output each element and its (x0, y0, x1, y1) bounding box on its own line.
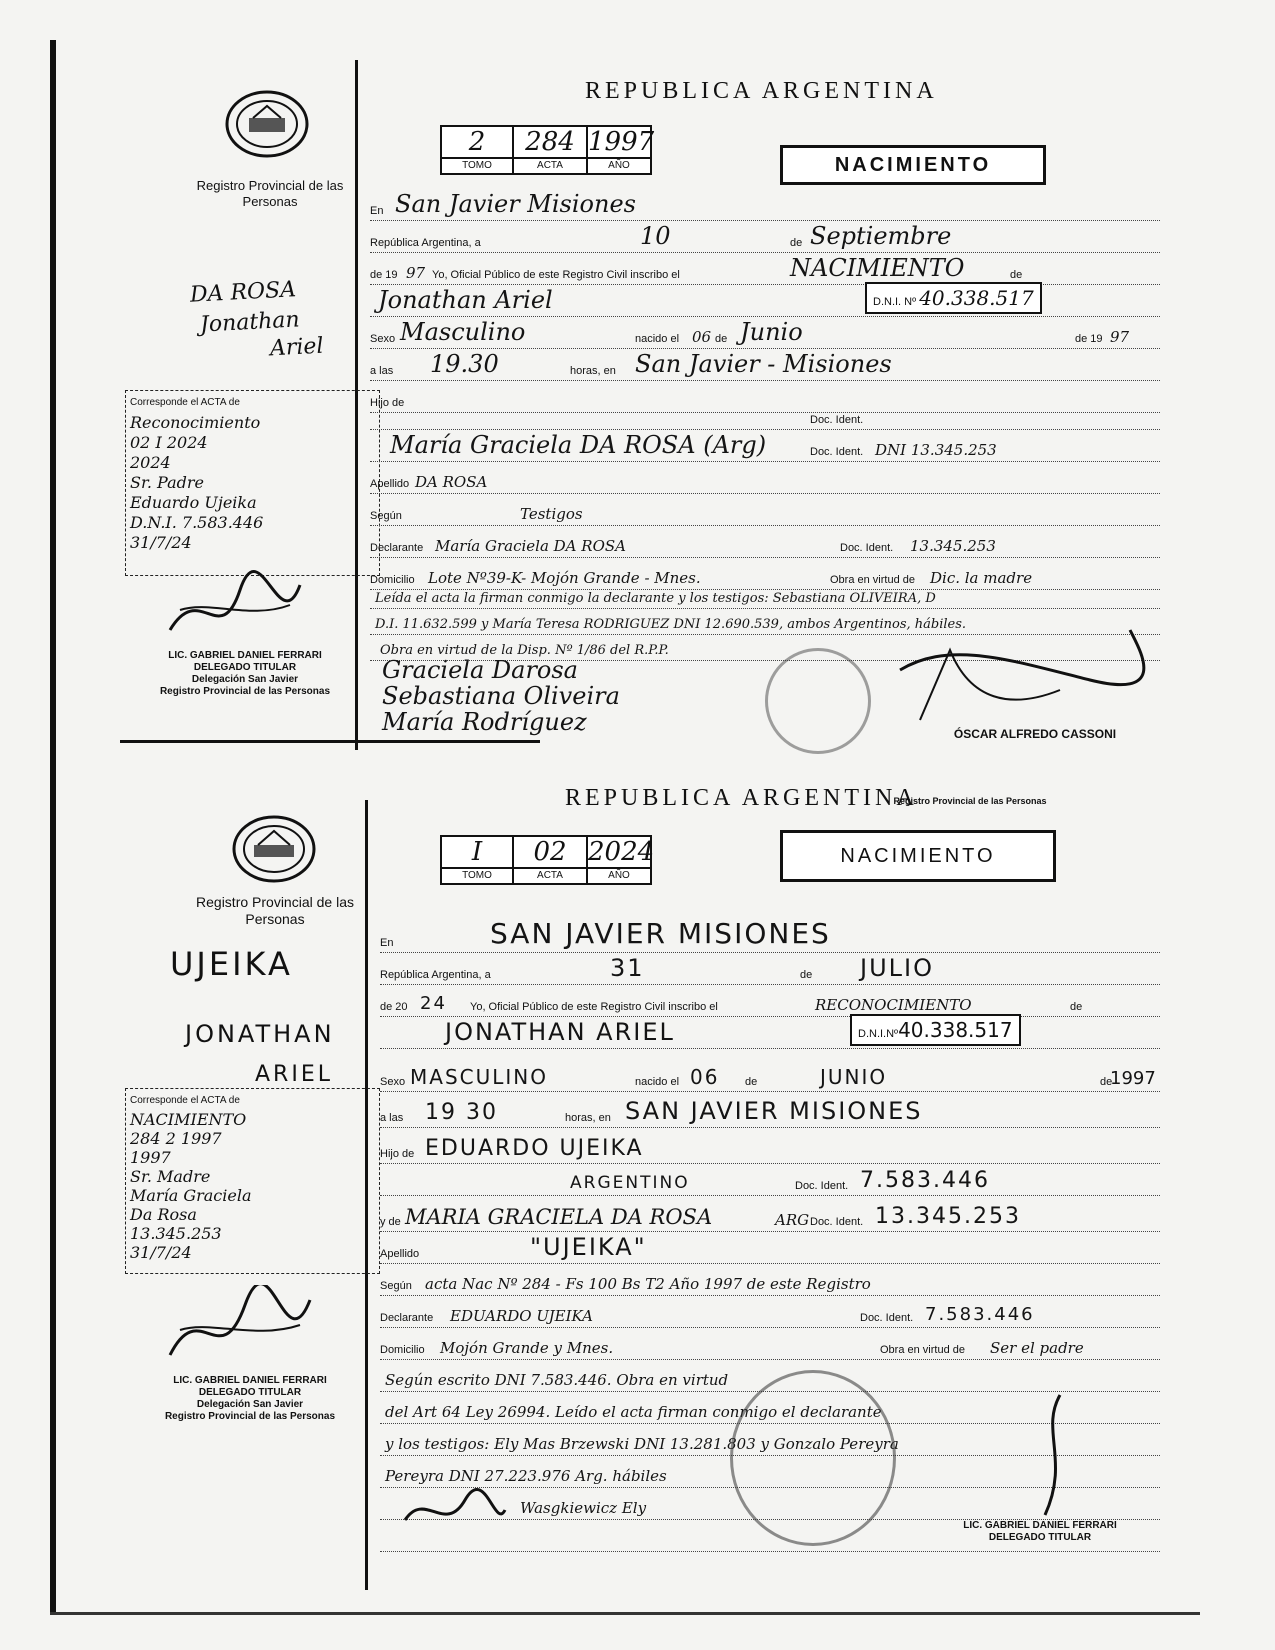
field-label: nacido el (635, 1076, 680, 1088)
field-hijo (380, 1127, 1160, 1164)
tomo-label: TOMO (442, 867, 512, 883)
field-value: San Javier Misiones (395, 190, 636, 218)
delegado-stamp (130, 650, 360, 698)
margin-annotation (125, 1088, 380, 1274)
field-label: Hijo de (380, 1148, 415, 1160)
field-label: de 19 (1075, 333, 1103, 345)
field-value: Dic. la madre (930, 569, 1033, 587)
field-label: de (1100, 1076, 1113, 1088)
firma-text: Wasgkiewicz Ely (520, 1499, 647, 1517)
field-declarante (370, 525, 1160, 558)
field-label: En (370, 205, 384, 217)
field-label: nacido el (635, 333, 680, 345)
field-value: RECONOCIMIENTO (815, 996, 972, 1014)
field-value: Testigos (520, 505, 583, 523)
field-value: 24 (420, 993, 447, 1014)
field-value: María Graciela DA ROSA (Arg) (390, 431, 767, 459)
nota-text: y los testigos: Ely Mas Brzewski DNI 13.281.803 y Gonzalo Pereyra (385, 1435, 899, 1453)
margin-line: Sr. Madre (130, 1167, 211, 1186)
field-value: EDUARDO UJEIKA (425, 1136, 644, 1161)
field-label: Yo, Oficial Público de este Registro Civil inscribo el (432, 269, 680, 281)
birth-certificate-2024 (120, 785, 1160, 1590)
signature (890, 620, 1150, 735)
acta-cell (514, 127, 588, 173)
margin-line: NACIMIENTO (130, 1110, 247, 1129)
stamp-line: LIC. GABRIEL DANIEL FERRARI (173, 1375, 327, 1386)
tomo-acta-box (440, 835, 655, 885)
stamp-line: Registro Provincial de las Personas (164, 1411, 336, 1422)
field-label: República Argentina, a (380, 969, 491, 981)
field-label: En (380, 937, 394, 949)
field-value: 06 (692, 328, 712, 346)
field-padre-doc (380, 1163, 1160, 1196)
field-value: SAN JAVIER MISIONES (625, 1097, 923, 1125)
field-value: María Graciela DA ROSA (435, 537, 626, 555)
field-value: Mojón Grande y Mnes. (440, 1339, 614, 1357)
field-value: EDUARDO UJEIKA (450, 1307, 593, 1325)
field-value: 1997 (1110, 1068, 1156, 1089)
field-lugar (380, 912, 1160, 953)
field-value: ARG (775, 1211, 810, 1229)
top-stamp: Registro Provincial de las Personas (893, 796, 1047, 806)
field-label: a las (370, 365, 394, 377)
field-value: MARIA GRACIELA DA ROSA (405, 1205, 713, 1229)
field-segun (370, 493, 1160, 526)
field-hora (370, 348, 1160, 381)
field-value: DNI 13.345.253 (875, 441, 997, 459)
field-label: Según (380, 1280, 412, 1292)
field-lugar (370, 188, 1160, 221)
field-madre (380, 1195, 1160, 1232)
registro-label: Registro Provincial de las Personas (196, 894, 354, 927)
field-value: ARGENTINO (570, 1173, 690, 1193)
field-inscribo (380, 984, 1160, 1017)
side-nombre-1: JONATHAN (185, 1020, 335, 1048)
field-hora (380, 1091, 1160, 1128)
field-label: horas, en (565, 1112, 611, 1124)
field-value: Septiembre (810, 222, 952, 250)
anio-label: AÑO (588, 867, 650, 883)
dni-label: D.N.I.Nº (858, 1028, 899, 1040)
nota-text: Pereyra DNI 27.223.976 Arg. hábiles (385, 1467, 667, 1485)
field-sexo (380, 1055, 1160, 1092)
header-title: REPUBLICA ARGENTINA (565, 785, 918, 811)
dni-box (850, 1014, 1021, 1046)
field-label: Doc. Ident. (810, 414, 864, 426)
field-value: 97 (1110, 328, 1130, 346)
field-label: Obra en virtud de (880, 1344, 965, 1356)
margin-line: 31/7/24 (130, 533, 192, 552)
margin-line: 31/7/24 (130, 1243, 192, 1262)
anio-value: 2024 (588, 837, 655, 867)
field-label: y de (380, 1216, 401, 1228)
tipo-acta-box: NACIMIENTO (780, 145, 1046, 185)
field-label: de (1010, 269, 1023, 281)
margin-label: Corresponde el ACTA de (130, 1095, 240, 1106)
field-value: 97 (406, 264, 426, 282)
header-title: REPUBLICA ARGENTINA (585, 78, 938, 104)
tomo-acta-box (440, 125, 655, 175)
nota-text: Leída el acta la firman conmigo la declarante y los testigos: Sebastiana OLIVEIRA, D (375, 591, 936, 606)
field-value: Masculino (400, 318, 526, 346)
acta-label: ACTA (514, 157, 586, 173)
registro-label: Registro Provincial de las Personas (196, 178, 344, 209)
field-sexo (370, 316, 1160, 349)
side-nombre-2: ARIEL (255, 1062, 333, 1087)
tomo-label: TOMO (442, 157, 512, 173)
field-value: JUNIO (820, 1065, 888, 1089)
field-label: Doc. Ident. (840, 542, 894, 554)
margin-label: Corresponde el ACTA de (130, 397, 240, 408)
field-madre (370, 429, 1160, 462)
delegado-stamp (135, 1375, 365, 1423)
margin-line: 2024 (130, 453, 171, 472)
anio-cell (588, 837, 655, 883)
tomo-value: I (471, 837, 483, 867)
stamp-line: DELEGADO TITULAR (198, 1387, 302, 1398)
field-value: MASCULINO (410, 1065, 548, 1089)
nota-text: del Art 64 Ley 26994. Leído el acta firman conmigo el declarante (385, 1403, 882, 1421)
field-nombre (370, 284, 1160, 317)
margin-annotation (125, 390, 380, 576)
field-value: JONATHAN ARIEL (445, 1018, 675, 1046)
field-label: Yo, Oficial Público de este Registro Civil inscribo el (470, 1001, 718, 1013)
field-label: Hijo de (370, 397, 405, 409)
field-inscribo (370, 252, 1160, 285)
field-label: Sexo (380, 1076, 406, 1088)
field-value: San Javier - Misiones (635, 350, 892, 378)
field-label: de (745, 1076, 758, 1088)
firma-text: María Rodríguez (382, 708, 587, 736)
stamp-line: Delegación San Javier (196, 1399, 304, 1410)
stamp-line: Delegación San Javier (191, 674, 299, 685)
field-value: SAN JAVIER MISIONES (490, 917, 831, 950)
field-padre-doc (370, 405, 1160, 430)
field-label: de 20 (380, 1001, 408, 1013)
field-label: Declarante (370, 542, 424, 554)
side-nombre-2: Ariel (269, 333, 325, 362)
acta-value: 02 (533, 837, 567, 867)
field-fecha (370, 220, 1160, 253)
field-domicilio (380, 1327, 1160, 1360)
field-value: 13.345.253 (875, 1204, 1021, 1229)
tomo-cell (442, 127, 514, 173)
margin-line: D.N.I. 7.583.446 (130, 513, 264, 532)
field-value: acta Nac Nº 284 - Fs 100 Bs T2 Año 1997 de este Registro (425, 1275, 871, 1293)
field-label: de 19 (370, 269, 398, 281)
separator (120, 740, 540, 743)
tomo-value: 2 (468, 127, 486, 157)
field-label: horas, en (570, 365, 616, 377)
dni-value: 40.338.517 (919, 286, 1034, 310)
margin-line: Reconocimiento (130, 413, 261, 432)
signature (400, 1480, 510, 1545)
margin-line: Da Rosa (130, 1205, 197, 1224)
stamp-line: LIC. GABRIEL DANIEL FERRARI (168, 650, 322, 661)
dni-box (865, 282, 1042, 314)
anio-value: 1997 (588, 127, 655, 157)
official-seal-icon (765, 648, 871, 754)
margin-line: 1997 (130, 1148, 171, 1167)
signature (160, 1285, 320, 1380)
field-value: 10 (640, 222, 671, 250)
side-nombre-1: Jonathan (199, 307, 301, 338)
tipo-acta-box: NACIMIENTO (780, 830, 1056, 882)
field-value: 19 30 (425, 1100, 498, 1125)
field-apellido (370, 461, 1160, 494)
acta-body (370, 60, 1160, 750)
field-label: a las (380, 1112, 404, 1124)
margin-line: María Graciela (130, 1186, 252, 1205)
field-apellido (380, 1231, 1160, 1264)
dni-value: 40.338.517 (898, 1018, 1013, 1042)
dni-label: D.N.I. Nº (873, 296, 917, 308)
signature (160, 570, 310, 655)
field-value: DA ROSA (415, 473, 488, 491)
field-label: Doc. Ident. (795, 1180, 849, 1192)
birth-certificate-1997 (120, 60, 1160, 750)
field-value: Lote Nº39-K- Mojón Grande - Mnes. (428, 569, 701, 587)
acta-body (380, 785, 1160, 1590)
field-label: Doc. Ident. (810, 446, 864, 458)
acta-label: ACTA (514, 867, 586, 883)
margin-line: Sr. Padre (130, 473, 204, 492)
field-value: Jonathan Ariel (378, 286, 553, 314)
delegado-stamp-right (945, 1520, 1135, 1544)
field-label: Apellido (380, 1248, 420, 1260)
field-value: 7.583.446 (860, 1168, 990, 1193)
field-value: "UJEIKA" (530, 1233, 647, 1261)
field-nombre (380, 1016, 1160, 1049)
field-value: 13.345.253 (910, 537, 996, 555)
field-fecha (380, 952, 1160, 985)
margin-line: 284 2 1997 (130, 1129, 222, 1148)
acta-cell (514, 837, 588, 883)
margin-line: Eduardo Ujeika (130, 493, 257, 512)
page-edge (50, 40, 56, 1615)
field-label: de (715, 333, 728, 345)
field-value: 7.583.446 (925, 1304, 1035, 1325)
field-segun (380, 1263, 1160, 1296)
stamp-line: Registro Provincial de las Personas (159, 686, 331, 697)
field-value: 31 (610, 954, 645, 982)
nota-text: Según escrito DNI 7.583.446. Obra en virtud (385, 1371, 729, 1389)
side-apellido: UJEIKA (170, 945, 293, 983)
field-value: NACIMIENTO (790, 254, 965, 282)
margin-line: 13.345.253 (130, 1224, 222, 1243)
nota-text: D.I. 11.632.599 y María Teresa RODRIGUEZ DNI 12.690.539, ambos Argentinos, hábiles. (375, 617, 967, 632)
field-label: Doc. Ident. (810, 1216, 864, 1228)
official-seal-icon (730, 1370, 896, 1546)
anio-label: AÑO (588, 157, 650, 173)
tomo-cell (442, 837, 514, 883)
field-label: Domicilio (380, 1344, 425, 1356)
field-value: Junio (740, 318, 803, 346)
field-label: Apellido (370, 478, 410, 490)
acta-value: 284 (525, 127, 575, 157)
field-value: 06 (690, 1065, 720, 1089)
field-value: JULIO (860, 954, 934, 982)
field-value: 19.30 (430, 350, 499, 378)
oficial-stamp: ÓSCAR ALFREDO CASSONI (953, 727, 1117, 741)
firma-text: Sebastiana Oliveira (382, 682, 620, 710)
nota-text: Obra en virtud de la Disp. Nº 1/86 del R.P.P. (380, 643, 669, 658)
field-label: Doc. Ident. (860, 1312, 914, 1324)
field-value: Ser el padre (990, 1339, 1084, 1357)
side-apellido: DA ROSA (189, 277, 297, 308)
field-label: República Argentina, a (370, 237, 481, 249)
field-label: Sexo (370, 333, 396, 345)
firma-text: Graciela Darosa (382, 656, 578, 684)
field-label: Declarante (380, 1312, 434, 1324)
provincial-seal-icon (232, 815, 316, 883)
stamp-line: DELEGADO TITULAR (988, 1532, 1092, 1543)
stamp-line: DELEGADO TITULAR (193, 662, 297, 673)
field-label: Obra en virtud de (830, 574, 915, 586)
field-label: de (800, 969, 813, 981)
margin-line: 02 I 2024 (130, 433, 208, 452)
field-label: de (1070, 1001, 1083, 1013)
provincial-seal-icon (225, 90, 309, 158)
field-label: Según (370, 510, 402, 522)
field-label: de (790, 237, 803, 249)
anio-cell (588, 127, 655, 173)
signature (1020, 1390, 1080, 1525)
stamp-line: LIC. GABRIEL DANIEL FERRARI (963, 1520, 1117, 1531)
field-declarante (380, 1295, 1160, 1328)
nota-line (370, 582, 1160, 609)
field-label: Domicilio (370, 574, 415, 586)
page-edge-bottom (50, 1612, 1200, 1615)
